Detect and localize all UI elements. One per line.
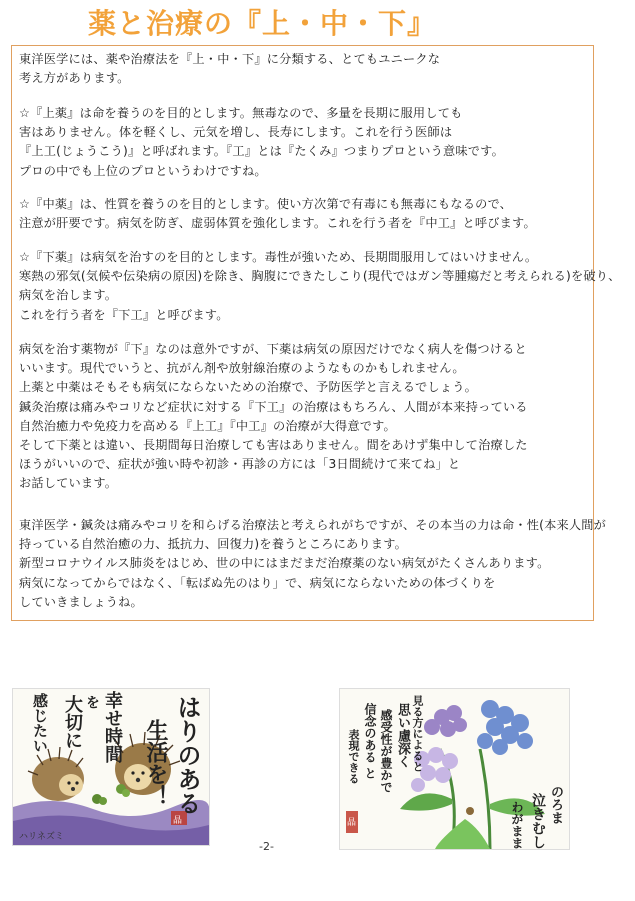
text-line: プロの中でも上位のプロというわけですね。: [19, 163, 267, 178]
art1-seal: 晶: [173, 816, 183, 826]
paragraph-explanation: [19, 340, 589, 494]
text-line: ☆『下薬』は病気を治すのを目的とします。毒性が強いため、長期間服用してはいけません。: [19, 250, 538, 264]
art1-col6: 感じたい: [31, 693, 49, 753]
art1-signature: ハリネズミ: [19, 832, 64, 842]
text-line: 注意が肝要です。病気を防ぎ、虚弱体質を強化します。これを行う者を『中工』と呼びます。: [19, 216, 536, 231]
text-line: これを行う者を『下工』と呼びます。: [19, 307, 229, 322]
art2-col1: 見る方によると: [411, 695, 424, 772]
text-line: 『上工(じょうこう)』と呼ばれます。『工』とは『たくみ』つまりプロという意味です。: [19, 144, 504, 159]
text-line: 病気を治す薬物が『下』なのは意外ですが、下薬は病気の原因だけでなく病人を傷つけると: [19, 342, 527, 356]
hedgehog-illustration: [12, 688, 210, 846]
text-line: 病気を治します。: [19, 288, 118, 303]
art1-col4: を: [84, 695, 100, 709]
paragraph-joyaku: [19, 104, 589, 181]
art1-col3: 幸せ時間: [102, 691, 123, 763]
text-line: 考え方があります。: [19, 71, 130, 86]
art2-seal: 晶: [347, 818, 357, 828]
art2-col5: 表現できる: [347, 729, 360, 784]
art2-col3: 感受性が豊かで: [379, 709, 393, 793]
text-line: ☆『上薬』は命を養うのを目的とします。無毒なので、多量を長期に服用しても: [19, 106, 463, 120]
text-line: 東洋医学には、薬や治療法を『上・中・下』に分類する、とてもユニークな: [19, 52, 441, 66]
art2-col4: 信念のある と: [363, 703, 377, 780]
article-box: [11, 45, 621, 621]
text-line: 寒熱の邪気(気候や伝染病の原因)を除き、胸腹にできたしこり(現代ではガン等腫瘍だと考えられる)を破り、: [19, 269, 621, 284]
art2-col2: 思い慮深く: [395, 703, 410, 768]
paragraph-chuyaku: [19, 195, 589, 233]
paragraph-conclusion: [19, 516, 607, 612]
paragraph-geyaku: [19, 248, 621, 325]
art2-bottom-col1: のろま: [548, 785, 563, 824]
paragraph-intro: [19, 50, 589, 88]
text-line: 鍼灸治療は痛みやコリなど症状に対する『下工』の治療はもちろん、人間が本来持っている: [19, 399, 528, 414]
text-line: していきましょうね。: [19, 594, 143, 609]
text-line: 持っている自然治癒の力、抵抗力、回復力)を養うところにあります。: [19, 537, 407, 552]
text-line: ほうがいいので、症状が強い時や初診・再診の方には「3日間続けて来てね」と: [19, 457, 461, 472]
text-line: 自然治癒力や免疫力を高める『上工』『中工』の治療が大得意です。: [19, 418, 396, 433]
art2-bottom-col3: わがまま: [510, 801, 524, 849]
page-title: 薬と治療の『上・中・下』: [88, 7, 437, 40]
art1-col1: はりのある: [173, 695, 202, 815]
art2-bottom-col2: 泣きむし: [530, 793, 546, 849]
page-number: -2-: [259, 840, 274, 853]
text-line: そして下薬とは違い、長期間毎日治療しても害はありません。間をあけず集中して治療した: [19, 438, 528, 453]
text-line: 新型コロナウイルス肺炎をはじめ、世の中にはまだまだ治療薬のない病気がたくさんあります。: [19, 556, 550, 571]
text-line: 害はありません。体を軽くし、元気を増し、長寿にします。これを行う医師は: [19, 125, 453, 140]
hydrangea-illustration: [339, 688, 570, 850]
text-line: 東洋医学・鍼灸は痛みやコリを和らげる治療法と考えられがちですが、その本当の力は命・性(本来人間が: [19, 518, 607, 532]
text-line: いいます。現代でいうと、抗がん剤や放射線治療のようなものかもしれません。: [19, 361, 465, 376]
text-line: ☆『中薬』は、性質を養うのを目的とします。使い方次第で有毒にも無毒にもなるので、: [19, 197, 513, 211]
art1-col2: 生活を！: [143, 719, 169, 807]
text-line: お話しています。: [19, 476, 118, 491]
art1-col5: 大切に: [62, 695, 83, 749]
text-line: 病気になってからではなく、「転ばぬ先のはり」で、病気にならないための体づくりを: [19, 575, 496, 590]
text-line: 上薬と中薬はそもそも病気にならないための治療で、予防医学と言えるでしょう。: [19, 380, 477, 395]
